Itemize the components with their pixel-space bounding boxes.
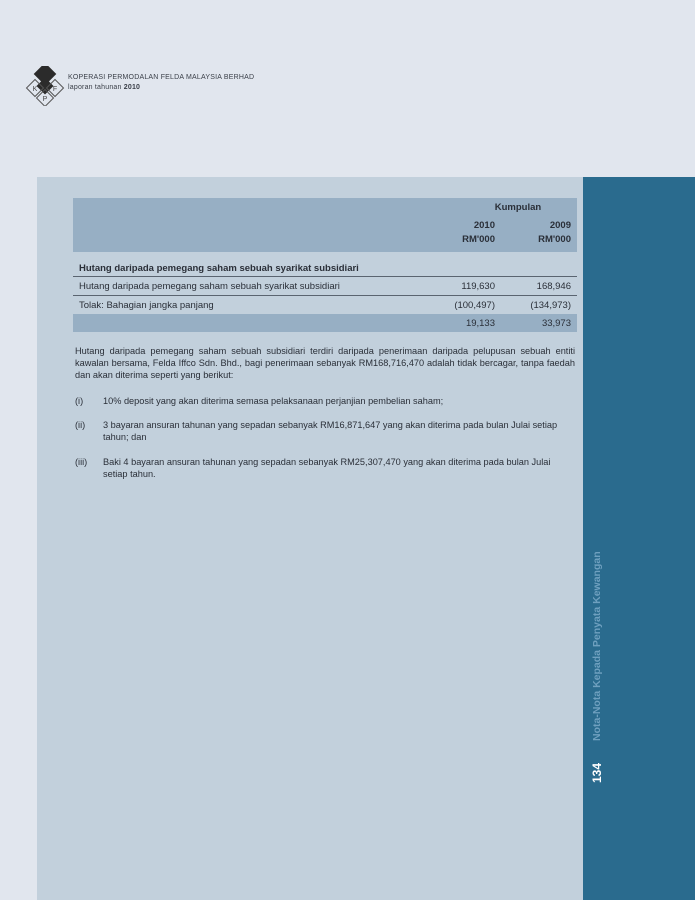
table-header-group-row <box>73 198 577 216</box>
table-row <box>73 296 577 315</box>
body-paragraph: Hutang daripada pemegang saham sebuah subsidiari terdiri daripada penerimaan daripada pelupusan sebuah entiti kawalan bersama, Felda Iffco Sdn. Bhd., bagi penerimaan sebanyak RM168,716,470 adalah tidak bercagar, tanpa faedah dan akan diterima seperti yang berikut: <box>75 346 575 380</box>
row-label: Tolak: Bahagian jangka panjang <box>79 299 214 311</box>
report-prefix: laporan tahunan <box>68 84 122 91</box>
logo-letter-p: P <box>42 96 48 103</box>
logo-letter-f: F <box>52 86 58 93</box>
list-text: 10% deposit yang akan diterima semasa pelaksanaan perjanjian pembelian saham; <box>103 396 444 406</box>
row-value-2009: (134,973) <box>530 299 571 311</box>
col-year-2009: 2009 <box>501 216 577 234</box>
list-marker: (iii) <box>75 457 88 467</box>
table-header-unit-row <box>73 234 577 252</box>
row-value-2009: 168,946 <box>501 277 577 296</box>
sidebar-section-title: Nota-Nota Kepada Penyata Kewangan <box>591 551 603 741</box>
list-text: 3 bayaran ansuran tahunan yang sepadan sebanyak RM16,871,647 yang akan diterima pada bulan Julai setiap tahun; dan <box>103 420 558 442</box>
financial-table <box>73 198 577 332</box>
row-label: Hutang daripada pemegang saham sebuah syarikat subsidiari <box>73 277 425 296</box>
total-row <box>73 314 577 332</box>
report-label <box>68 84 254 91</box>
sidebar-panel <box>583 177 695 900</box>
table-header-year-row <box>73 216 577 234</box>
total-value-2009: 33,973 <box>501 314 577 332</box>
col-year-2010: 2010 <box>425 216 501 234</box>
row-value-2010: (100,497) <box>454 299 495 311</box>
col-unit-2009: RM'000 <box>501 234 577 252</box>
kpf-logo <box>25 66 65 106</box>
section-title-row <box>73 252 577 277</box>
company-name: KOPERASI PERMODALAN FELDA MALAYSIA BERHAD <box>68 74 255 81</box>
group-label: Kumpulan <box>425 198 577 216</box>
report-year: 2010 <box>123 84 141 91</box>
total-value-2010: 19,133 <box>425 314 501 332</box>
list-marker: (ii) <box>75 420 86 430</box>
page-number: 134 <box>590 762 604 783</box>
list-text: Baki 4 bayaran ansuran tahunan yang sepadan sebanyak RM25,307,470 yang akan diterima pada bulan Julai setiap tahun. <box>103 457 551 479</box>
col-unit-2010: RM'000 <box>425 234 501 252</box>
brand-header <box>68 74 254 91</box>
section-title: Hutang daripada pemegang saham sebuah syarikat subsidiari <box>73 252 577 277</box>
logo-letter-k: K <box>32 86 38 93</box>
table-row <box>73 277 577 296</box>
list-marker: (i) <box>75 396 84 406</box>
row-value-2010: 119,630 <box>425 277 501 296</box>
